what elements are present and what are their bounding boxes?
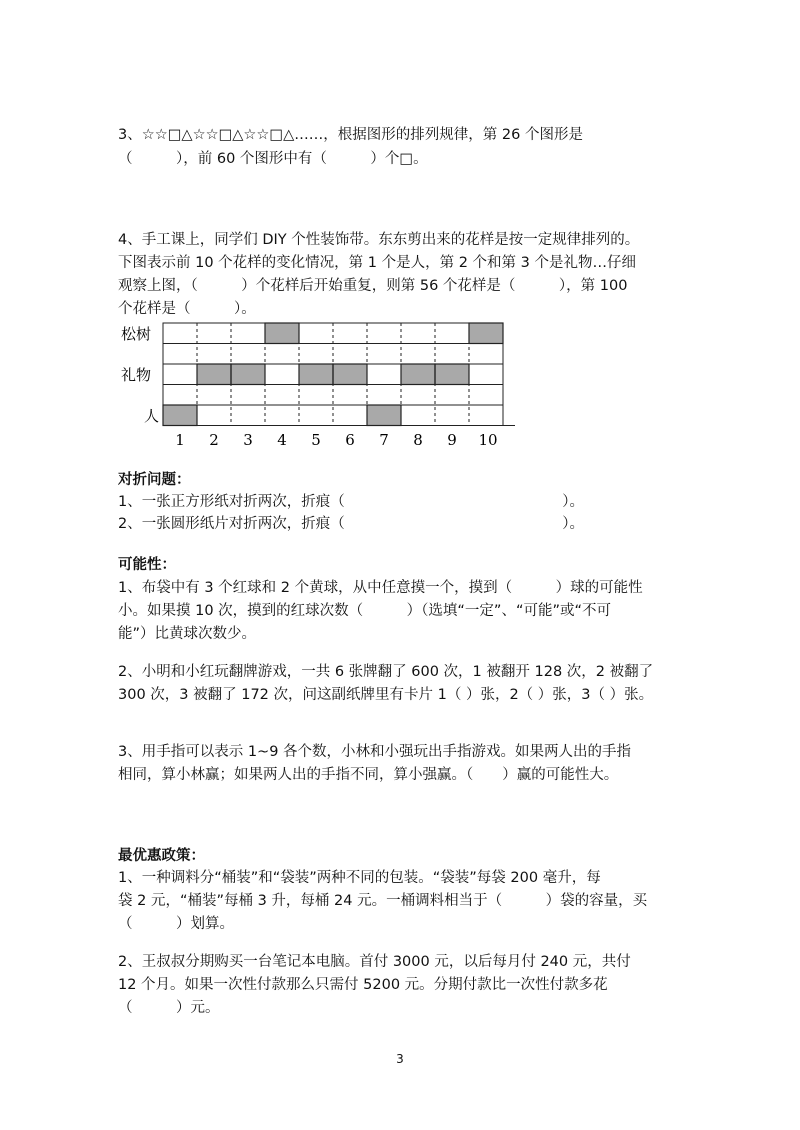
column-label-10: 10 <box>478 431 498 449</box>
q4-line-1: 4、手工课上，同学们 DIY 个性装饰带。东东剪出来的花样是按一定规律排列的。 <box>118 232 640 248</box>
folding-q2: 2、一张圆形纸片对折两次，折痕（ ）。 <box>118 516 584 532</box>
column-label-7: 7 <box>379 431 389 449</box>
prob-q3-line-2: 相同，算小林赢；如果两人出的手指不同，算小强赢。（ ）赢的可能性大。 <box>118 767 619 783</box>
pattern-cell-2 <box>197 364 231 385</box>
pattern-cell-4 <box>265 323 299 344</box>
q3-line-2: （ ），前 60 个图形中有（ ）个□。 <box>118 151 428 167</box>
column-label-5: 5 <box>311 431 321 449</box>
pattern-cell-8 <box>401 364 435 385</box>
pattern-cell-3 <box>231 364 265 385</box>
pattern-cell-5 <box>299 364 333 385</box>
pattern-cell-1 <box>163 405 197 426</box>
q4-line-2: 下图表示前 10 个花样的变化情况，第 1 个是人，第 2 个和第 3 个是礼物…仔细 <box>118 255 636 271</box>
column-label-3: 3 <box>243 431 253 449</box>
grid-row-outline <box>163 323 503 344</box>
prob-q1-line-2: 小。如果摸 10 次，摸到的红球次数（ ）（选填“一定”、“可能”或“不可 <box>118 603 611 619</box>
pattern-grid <box>118 318 518 452</box>
pattern-cell-10 <box>469 323 503 344</box>
pattern-cell-7 <box>367 405 401 426</box>
deal-q2-line-1: 2、王叔叔分期购买一台笔记本电脑。首付 3000 元，以后每月付 240 元，共付 <box>118 954 631 970</box>
prob-q2-line-1: 2、小明和小红玩翻牌游戏，一共 6 张牌翻了 600 次，1 被翻开 128 次，2 被翻了 <box>118 664 654 680</box>
folding-heading: 对折问题： <box>118 472 191 488</box>
column-label-1: 1 <box>175 431 185 449</box>
prob-q2-line-2: 300 次，3 被翻了 172 次，问这副纸牌里有卡片 1（ ）张，2（ ）张，3（ ）张。 <box>118 687 654 703</box>
folding-q1: 1、一张正方形纸对折两次，折痕（ ）。 <box>118 494 584 510</box>
column-label-4: 4 <box>277 431 287 449</box>
prob-q1-line-3: 能”）比黄球次数少。 <box>118 626 257 642</box>
column-label-9: 9 <box>447 431 457 449</box>
deal-q2-line-3: （ ）元。 <box>118 1000 220 1016</box>
q4-line-4: 个花样是（ ）。 <box>118 301 256 317</box>
prob-q1-line-1: 1、布袋中有 3 个红球和 2 个黄球，从中任意摸一个，摸到（ ）球的可能性 <box>118 580 643 596</box>
q4-line-3: 观察上图，（ ）个花样后开始重复，则第 56 个花样是（ ），第 100 <box>118 278 628 294</box>
pattern-cell-6 <box>333 364 367 385</box>
deal-q1-line-3: （ ）划算。 <box>118 916 234 932</box>
deal-q1-line-2: 袋 2 元，“桶装”每桶 3 升，每桶 24 元。一桶调料相当于（ ）袋的容量，买 <box>118 893 648 909</box>
column-label-6: 6 <box>345 431 355 449</box>
prob-q3-line-1: 3、用手指可以表示 1~9 各个数，小林和小强玩出手指游戏。如果两人出的手指 <box>118 744 632 760</box>
q3-line-1: 3、☆☆□△☆☆□△☆☆□△……，根据图形的排列规律，第 26 个图形是 <box>118 127 583 143</box>
column-label-8: 8 <box>413 431 423 449</box>
row-label-pine: 松树 <box>121 325 152 343</box>
pattern-cell-9 <box>435 364 469 385</box>
deal-q2-line-2: 12 个月。如果一次性付款那么只需付 5200 元。分期付款比一次性付款多花 <box>118 977 608 993</box>
probability-heading: 可能性： <box>118 557 176 573</box>
deal-q1-line-1: 1、一种调料分“桶装”和“袋装”两种不同的包装。“袋装”每袋 200 毫升，每 <box>118 870 601 886</box>
row-label-person: 人 <box>144 407 160 425</box>
page-number: 3 <box>396 1052 404 1066</box>
row-label-gift: 礼物 <box>121 366 152 384</box>
best-deal-heading: 最优惠政策： <box>118 848 205 864</box>
column-label-2: 2 <box>209 431 219 449</box>
